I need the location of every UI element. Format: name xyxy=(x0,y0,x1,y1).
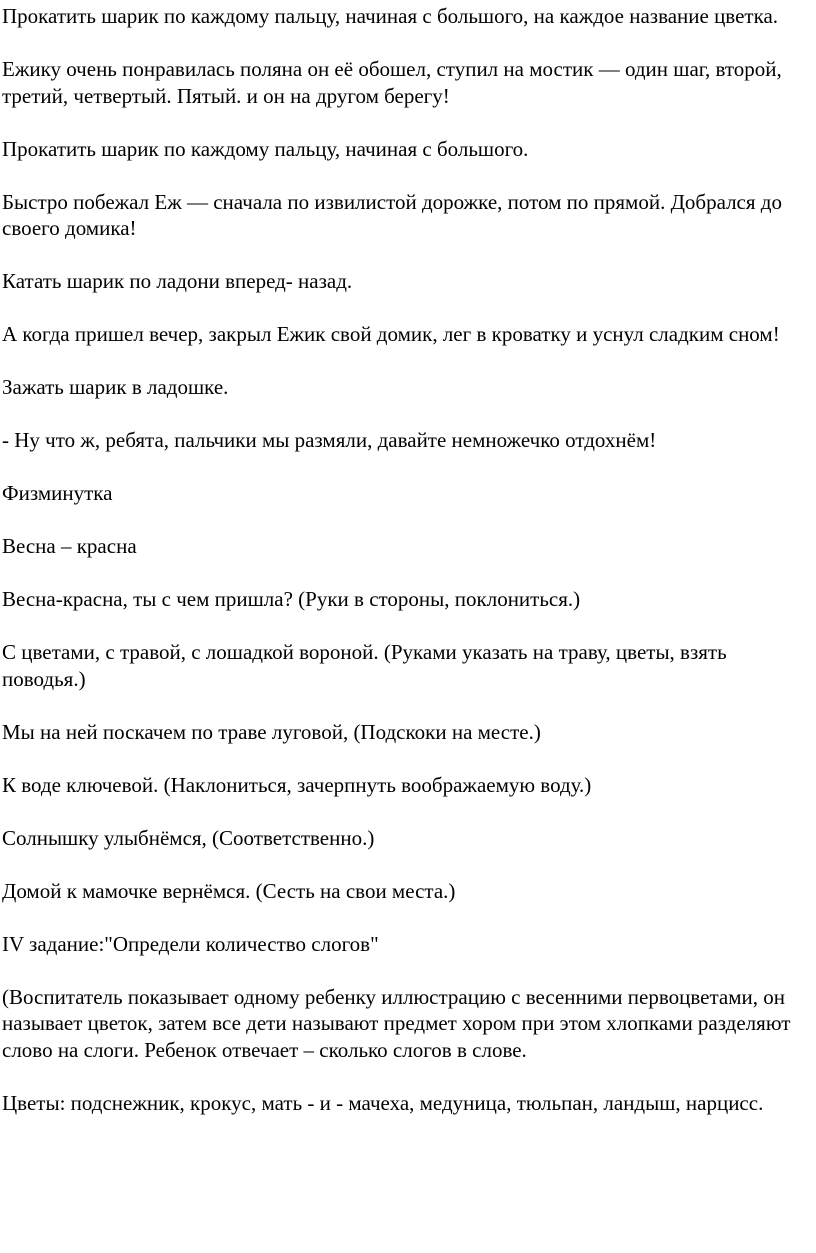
verse-line-5: Солнышку улыбнёмся, (Соответственно.) xyxy=(2,825,375,850)
paragraph-squeeze-ball: Зажать шарик в ладошке. xyxy=(2,375,229,399)
paragraph-palm-roll: Катать шарик по ладони вперед- назад. xyxy=(2,269,353,293)
task-iv-title: IV задание:"Определи количество слогов" xyxy=(2,931,379,956)
paragraph-evening-sleep: А когда пришел вечер, закрыл Ежик свой домик, лег в кроватку и уснул сладким сном! xyxy=(2,322,780,346)
verse-line-1: Весна-красна, ты с чем пришла? (Руки в стороны, поклониться.) xyxy=(2,587,581,611)
verse-line-3: Мы на ней поскачем по траве луговой, (Подскоки на месте.) xyxy=(2,719,541,744)
paragraph-finger-roll: Прокатить шарик по каждому пальцу, начиная с большого. xyxy=(2,136,529,161)
paragraph-hedgehog-bridge: Ежику очень понравилась поляна он её обошел, ступил на мостик — один шаг, второй, третий, четвертый. Пятый. и он на другом берегу! xyxy=(2,57,782,108)
paragraph-rest-invite: - Ну что ж, ребята, пальчики мы размяли, давайте немножечко отдохнём! xyxy=(2,428,657,452)
verse-line-6: Домой к мамочке вернёмся. (Сесть на свои места.) xyxy=(2,878,456,903)
heading-fizminutka: Физминутка xyxy=(2,481,113,505)
flowers-list: Цветы: подснежник, крокус, мать - и - мачеха, медуница, тюльпан, ландыш, нарцисс. xyxy=(2,1090,764,1115)
paragraph-hedgehog-run: Быстро побежал Еж — сначала по извилистой дорожке, потом по прямой. Добрался до своего домика! xyxy=(2,189,782,240)
paragraph-finger-roll-flowers: Прокатить шарик по каждому пальцу, начиная с большого, на каждое название цветка. xyxy=(2,4,779,28)
verse-line-4: К воде ключевой. (Наклониться, зачерпнуть воображаемую воду.) xyxy=(2,772,592,797)
task-iv-instructions: (Воспитатель показывает одному ребенку иллюстрацию с весенними первоцветами, он называет цветок, затем все дети называют предмет хором при этом хлопками разделяют слово на слоги. Ребенок отвечает – сколько слогов в слове. xyxy=(2,984,791,1062)
verse-line-2: С цветами, с травой, с лошадкой вороной. (Руками указать на траву, цветы, взять поводья.) xyxy=(2,640,727,691)
heading-vesna-krasna: Весна – красна xyxy=(2,534,137,558)
